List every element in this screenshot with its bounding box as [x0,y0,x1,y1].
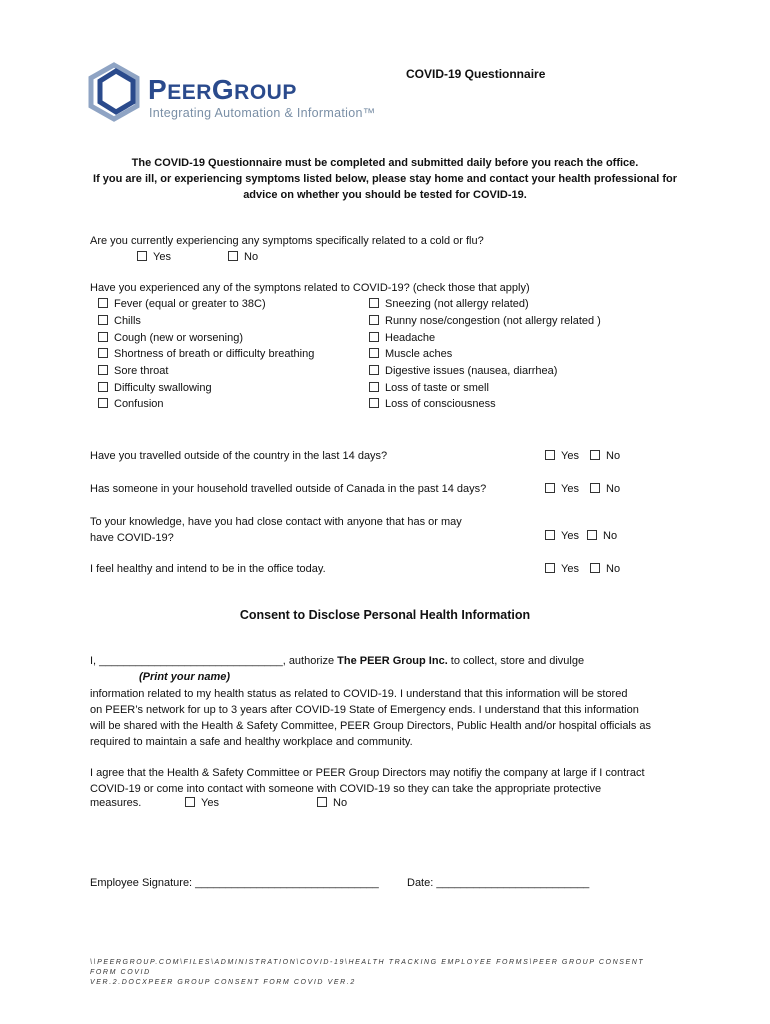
print-name-caption: (Print your name) [139,671,231,683]
checkbox-icon[interactable] [590,450,600,460]
q5-yes-label: Yes [561,530,579,542]
measures-text: measures. [90,797,142,809]
q6-yes-option[interactable] [545,563,579,575]
consent-no-option[interactable] [317,797,347,809]
paragraph-line: on PEER’s network for up to 3 years after COVID-19 State of Emergency ends. I understand that this information [90,704,639,716]
q4-yes-label: Yes [561,483,579,495]
question-travel-outside-country: Have you travelled outside of the country in the last 14 days? [90,450,388,462]
q1-yes-label: Yes [153,251,171,263]
paragraph-line: will be shared with the Health & Safety Committee, PEER Group Directors, Public Health and/or hospital officials as [90,720,652,732]
paragraph-line: I agree that the Health & Safety Committee or PEER Group Directors may notifiy the company at large if I contract [90,767,645,779]
question-household-travel: Has someone in your household travelled outside of Canada in the past 14 days? [90,483,487,495]
paragraph-line: information related to my health status as related to COVID-19. I understand that this information will be stored [90,688,628,700]
q1-no-label: No [244,251,259,263]
consent-paragraph-2 [90,765,690,797]
consent-i: I, [90,655,100,667]
checkbox-icon[interactable] [98,348,108,358]
q1-no-option[interactable] [228,251,258,263]
intro-line-3: advice on whether you should be tested for COVID-19. [243,189,527,201]
symptom-item[interactable] [98,365,168,377]
checkbox-icon[interactable] [98,332,108,342]
q4-no-label: No [606,483,621,495]
checkbox-icon[interactable] [185,797,195,807]
q5-line-2: have COVID-19? [90,532,174,544]
employee-signature-row [90,877,379,889]
checkbox-icon[interactable] [545,530,555,540]
q5-line-1: To your knowledge, have you had close contact with anyone that has or may [90,516,462,528]
symptom-label: Shortness of breath or difficulty breathing [114,348,315,360]
q3-yes-option[interactable] [545,450,579,462]
intro-line-1: The COVID-19 Questionnaire must be completed and submitted daily before you reach the office. [131,157,639,169]
symptom-label: Difficulty swallowing [114,382,212,394]
symptom-label: Digestive issues (nausea, diarrhea) [385,365,558,377]
date-row [407,877,589,889]
symptom-label: Muscle aches [385,348,453,360]
checkbox-icon[interactable] [545,563,555,573]
q6-no-option[interactable] [590,563,620,575]
symptom-item[interactable] [98,382,212,394]
symptom-label: Loss of taste or smell [385,382,489,394]
file-path-footer [90,958,650,988]
symptom-item[interactable] [98,298,266,310]
print-name-field[interactable]: ______________________________ [99,655,283,667]
symptom-item[interactable] [369,365,557,377]
symptom-label: Sore throat [114,365,169,377]
intro-line-2: If you are ill, or experiencing symptoms listed below, please stay home and contact your health professional for [93,173,677,185]
intro-instructions [60,155,710,203]
symptom-label: Fever (equal or greater to 38C) [114,298,266,310]
consent-no-label: No [333,797,348,809]
checkbox-icon[interactable] [98,382,108,392]
checkbox-icon[interactable] [545,483,555,493]
symptom-item[interactable] [369,298,529,310]
q1-yes-option[interactable] [137,251,171,263]
consent-paragraph-1 [90,686,690,750]
consent-yes-option[interactable] [185,797,219,809]
question-cold-flu: Are you currently experiencing any symptoms specifically related to a cold or flu? [90,235,484,247]
checkbox-icon[interactable] [317,797,327,807]
q5-yes-option[interactable] [545,530,579,542]
question-feel-healthy: I feel healthy and intend to be in the office today. [90,563,326,575]
checkbox-icon[interactable] [98,365,108,375]
consent-collect-text: to collect, store and divulge [447,655,585,667]
symptom-label: Chills [114,315,141,327]
consent-authorize-line [90,655,584,667]
q3-no-label: No [606,450,621,462]
checkbox-icon[interactable] [98,315,108,325]
symptom-label: Cough (new or worsening) [114,332,244,344]
q5-no-label: No [603,530,618,542]
q3-yes-label: Yes [561,450,579,462]
checkbox-icon[interactable] [228,251,238,261]
date-field[interactable]: _________________________ [436,877,590,889]
company-name: The PEER Group Inc. [337,655,448,667]
checkbox-icon[interactable] [137,251,147,261]
checkbox-icon[interactable] [369,315,379,325]
symptom-item[interactable] [369,332,435,344]
paragraph-line: required to maintain a safe and healthy workplace and community. [90,736,413,748]
footer-line-2: VER.2.DOCXPEER GROUP CONSENT FORM COVID VER.2 [90,979,356,986]
question-covid-symptoms: Have you experienced any of the symptons related to COVID-19? (check those that apply) [90,282,530,294]
checkbox-icon[interactable] [369,348,379,358]
checkbox-icon[interactable] [587,530,597,540]
checkbox-icon[interactable] [369,332,379,342]
q5-no-option[interactable] [587,530,617,542]
symptom-item[interactable] [98,332,243,344]
signature-label: Employee Signature: [90,877,196,889]
symptom-item[interactable] [369,348,452,360]
consent-yes-label: Yes [201,797,219,809]
symptom-label: Runny nose/congestion (not allergy related ) [385,315,601,327]
q6-yes-label: Yes [561,563,579,575]
checkbox-icon[interactable] [590,563,600,573]
checkbox-icon[interactable] [369,298,379,308]
q4-yes-option[interactable] [545,483,579,495]
symptom-item[interactable] [98,348,314,360]
consent-authorize-text: , authorize [282,655,338,667]
signature-field[interactable]: ______________________________ [195,877,379,889]
symptom-item[interactable] [98,315,141,327]
checkbox-icon[interactable] [545,450,555,460]
symptom-item[interactable] [369,382,489,394]
q3-no-option[interactable] [590,450,620,462]
logo-tagline: Integrating Automation & Information™ [149,106,376,120]
checkbox-icon[interactable] [369,382,379,392]
symptom-label: Sneezing (not allergy related) [385,298,529,310]
symptom-label: Loss of consciousness [385,398,496,410]
symptom-label: Headache [385,332,436,344]
checkbox-icon[interactable] [98,298,108,308]
symptom-item[interactable] [98,398,164,410]
symptom-item[interactable] [369,315,601,327]
consent-heading: Consent to Disclose Personal Health Information [239,608,531,622]
question-close-contact [90,514,462,546]
symptom-item[interactable] [369,398,496,410]
checkbox-icon[interactable] [590,483,600,493]
checkbox-icon[interactable] [98,398,108,408]
paragraph-line: COVID-19 or come into contact with someone with COVID-19 so they can take the appropriate protective [90,783,602,795]
logo-wordmark: PEERGROUP [148,74,297,105]
hexagon-logo-icon [86,62,142,124]
checkbox-icon[interactable] [369,365,379,375]
q4-no-option[interactable] [590,483,620,495]
symptom-label: Confusion [114,398,164,410]
date-label: Date: [407,877,437,889]
checkbox-icon[interactable] [369,398,379,408]
footer-line-1: \\PEERGROUP.COM\FILES\ADMINISTRATION\COVID-19\HEALTH TRACKING EMPLOYEE FORMS\PEER GROUP CONSENT FORM COVID [90,959,645,976]
document-title: COVID-19 Questionnaire [406,67,546,81]
peer-group-logo [86,62,376,124]
q6-no-label: No [606,563,621,575]
